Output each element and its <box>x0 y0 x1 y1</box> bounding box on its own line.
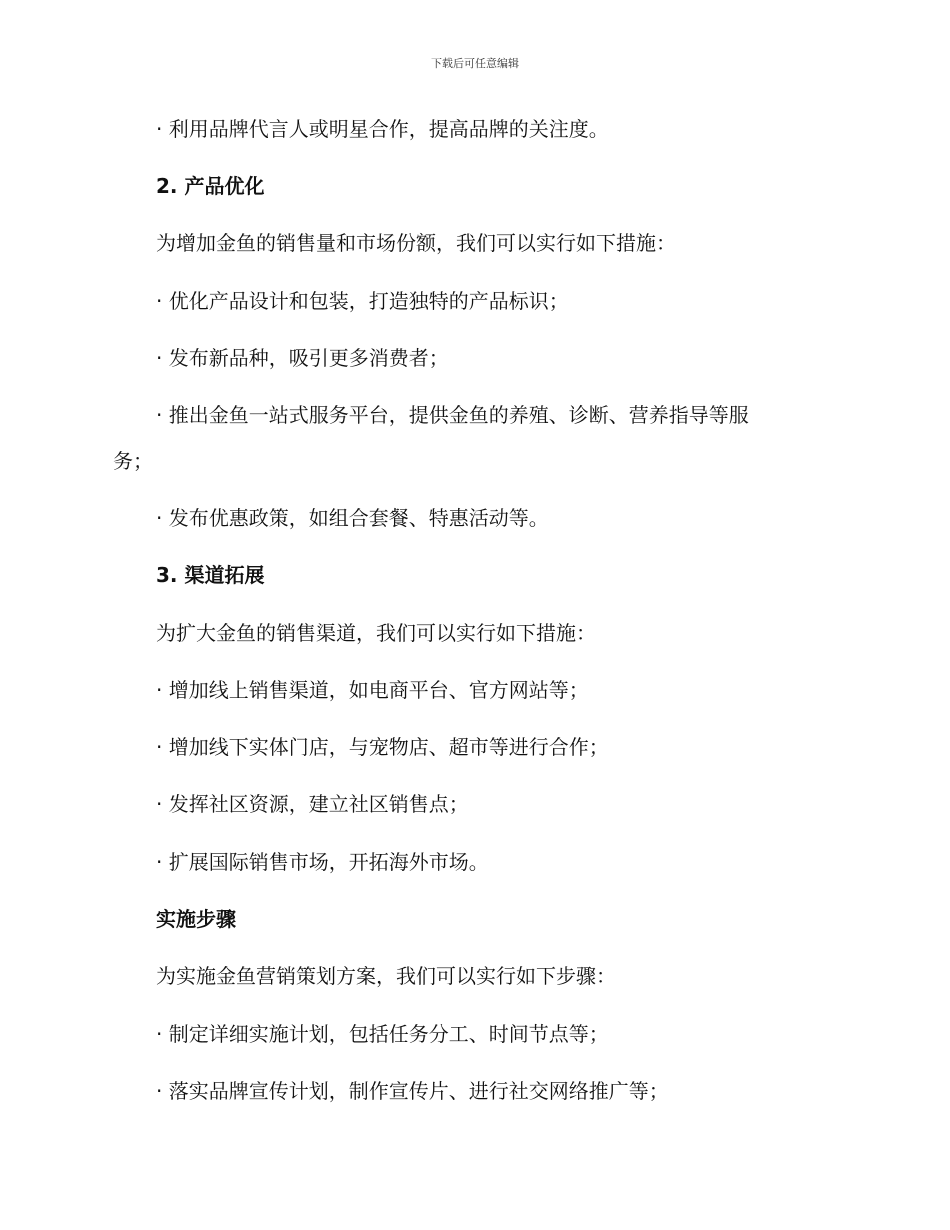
bullet-item: · 推出金鱼一站式服务平台，提供金鱼的养殖、诊断、营养指导等服 <box>156 403 749 427</box>
bullet-item: · 增加线上销售渠道，如电商平台、官方网站等； <box>156 678 589 702</box>
bullet-item: · 制定详细实施计划，包括任务分工、时间节点等； <box>156 1022 609 1046</box>
bullet-item: · 利用品牌代言人或明星合作，提高品牌的关注度。 <box>156 117 609 141</box>
bullet-item: · 落实品牌宣传计划，制作宣传片、进行社交网络推广等； <box>156 1079 669 1103</box>
bullet-item: · 发布优惠政策，如组合套餐、特惠活动等。 <box>156 506 549 530</box>
section-heading-implementation: 实施步骤 <box>156 907 236 931</box>
bullet-item: · 发布新品种，吸引更多消费者； <box>156 346 449 370</box>
bullet-item: · 优化产品设计和包装，打造独特的产品标识； <box>156 289 569 313</box>
bullet-item: · 扩展国际销售市场，开拓海外市场。 <box>156 850 489 874</box>
paragraph: 为实施金鱼营销策划方案，我们可以实行如下步骤： <box>156 964 616 988</box>
paragraph: 为增加金鱼的销售量和市场份额，我们可以实行如下措施： <box>156 231 676 255</box>
section-heading-channel: 3. 渠道拓展 <box>156 563 265 587</box>
bullet-item: · 增加线下实体门店，与宠物店、超市等进行合作； <box>156 735 609 759</box>
bullet-item-continuation: 务； <box>113 449 153 473</box>
section-heading-product: 2. 产品优化 <box>156 174 265 198</box>
page-header: 下载后可任意编辑 <box>431 57 519 70</box>
bullet-item: · 发挥社区资源，建立社区销售点； <box>156 792 469 816</box>
paragraph: 为扩大金鱼的销售渠道，我们可以实行如下措施： <box>156 621 596 645</box>
